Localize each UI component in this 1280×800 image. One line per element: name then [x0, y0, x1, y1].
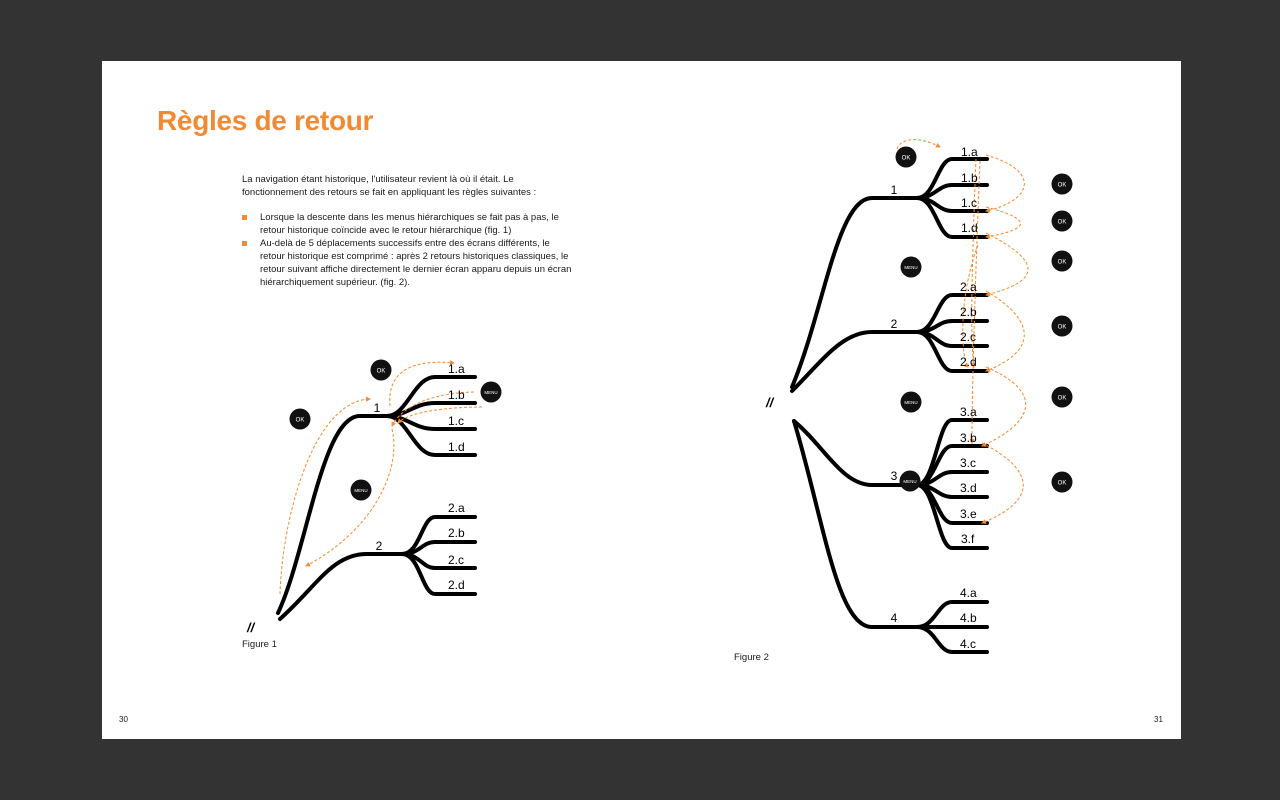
fig2-leaf-label: 1.c — [961, 196, 978, 210]
intro-paragraph: La navigation étant historique, l'utilisateur revient là où il était. Le fonctionnement des retours se fait en appliquant les règles suivantes : — [242, 174, 537, 198]
fig2-leaf-label: 2.c — [960, 330, 977, 344]
fig2-node-label: 3 — [890, 469, 898, 483]
fig2-fork-3a — [917, 420, 987, 485]
fig2-leaf-label: 1.b — [961, 171, 978, 185]
fig2-leaf-label: 2.b — [960, 305, 977, 319]
svg-text:OK: OK — [1057, 324, 1067, 331]
menu-button-icon — [351, 480, 372, 501]
fig2-node-label: 1 — [890, 183, 898, 197]
fig1-root-label: // — [247, 620, 255, 635]
svg-text:OK: OK — [901, 155, 911, 162]
fig2-fork-4c — [917, 627, 987, 652]
fig2-leaf-label: 3.e — [960, 507, 977, 521]
svg-text:OK: OK — [295, 417, 305, 424]
svg-text:OK: OK — [1057, 395, 1067, 402]
fig2-node-label: 4 — [890, 611, 898, 625]
figure-1-caption: Figure 1 — [242, 639, 277, 650]
fig1-leaf-label: 2.d — [448, 578, 465, 592]
page-number-left: 30 — [119, 715, 128, 724]
fig1-node-label: 1 — [373, 401, 381, 415]
menu-button-icon — [901, 257, 922, 278]
fig2-branch-2 — [792, 332, 917, 391]
fig1-branch-1 — [278, 416, 387, 613]
rule-item: Au-delà de 5 déplacements successifs entre des écrans différents, le retour historique est comprimé : après 2 retours historiques classiques, le retour suivant affiche directement le dernier écran apparu depuis un écran hiérarchiquement supérieur. (fig. 2). — [242, 237, 572, 289]
fig1-leaf-label: 2.b — [448, 526, 465, 540]
ok-button-icon — [1052, 174, 1073, 195]
svg-text:OK: OK — [1057, 219, 1067, 226]
svg-text:OK: OK — [376, 368, 386, 375]
menu-button-icon — [481, 382, 502, 403]
ok-button-icon — [896, 147, 917, 168]
menu-button-icon — [901, 392, 922, 413]
fig2-fork-3b — [917, 446, 987, 485]
navigation-diagrams — [102, 61, 1181, 739]
fig1-leaf-label: 1.a — [448, 362, 465, 376]
svg-text:OK: OK — [1057, 480, 1067, 487]
svg-text:MENU: MENU — [354, 488, 368, 493]
fig2-leaf-label: 2.a — [960, 280, 977, 294]
fig2-leaf-label: 3.a — [960, 405, 977, 419]
ok-button-icon — [290, 409, 311, 430]
fig1-leaf-label: 1.d — [448, 440, 465, 454]
fig2-leaf-label: 1.a — [961, 145, 978, 159]
ok-button-icon — [1052, 211, 1073, 232]
page-number-right: 31 — [1154, 715, 1163, 724]
fig1-leaf-label: 2.c — [448, 553, 465, 567]
ok-button-icon — [1052, 251, 1073, 272]
svg-text:OK: OK — [1057, 182, 1067, 189]
ok-button-icon — [371, 360, 392, 381]
ok-button-icon — [1052, 472, 1073, 493]
fig2-leaf-label: 1.d — [961, 221, 978, 235]
fig1-leaf-label: 2.a — [448, 501, 465, 515]
fig2-leaf-label: 4.a — [960, 586, 977, 600]
fig1-leaf-label: 1.b — [448, 388, 465, 402]
ok-button-icon — [1052, 316, 1073, 337]
fig2-leaf-label: 3.d — [960, 481, 977, 495]
svg-text:MENU: MENU — [904, 400, 918, 405]
rule-item: Lorsque la descente dans les menus hiérarchiques se fait pas à pas, le retour historique coïncide avec le retour hiérarchique (fig. 1) — [242, 211, 572, 237]
page-title: Règles de retour — [157, 105, 374, 136]
fig2-leaf-label: 4.c — [960, 637, 977, 651]
ok-button-icon — [1052, 387, 1073, 408]
fig2-node-label: 2 — [890, 317, 898, 331]
menu-button-icon — [900, 471, 921, 492]
fig1-branch-2 — [280, 554, 402, 619]
fig2-leaf-label: 3.b — [960, 431, 977, 445]
figure-2 — [792, 159, 987, 652]
fig2-branch-3 — [794, 421, 917, 485]
svg-text:OK: OK — [1057, 259, 1067, 266]
fig2-leaf-label: 3.f — [961, 532, 975, 546]
svg-text:MENU: MENU — [904, 265, 918, 270]
fig2-branch-4 — [794, 421, 917, 627]
fig2-branch-1 — [792, 198, 917, 387]
figure-2-caption: Figure 2 — [734, 652, 769, 663]
svg-text:MENU: MENU — [484, 390, 498, 395]
book-spread — [102, 61, 1181, 739]
fig2-leaf-label: 4.b — [960, 611, 977, 625]
fig2-leaf-label: 3.c — [960, 456, 977, 470]
fig2-root-label: // — [766, 395, 774, 410]
svg-text:MENU: MENU — [903, 479, 917, 484]
fig1-node-label: 2 — [375, 539, 383, 553]
figure-2-labels — [765, 145, 978, 651]
fig2-leaf-label: 2.d — [960, 355, 977, 369]
fig1-leaf-label: 1.c — [448, 414, 465, 428]
